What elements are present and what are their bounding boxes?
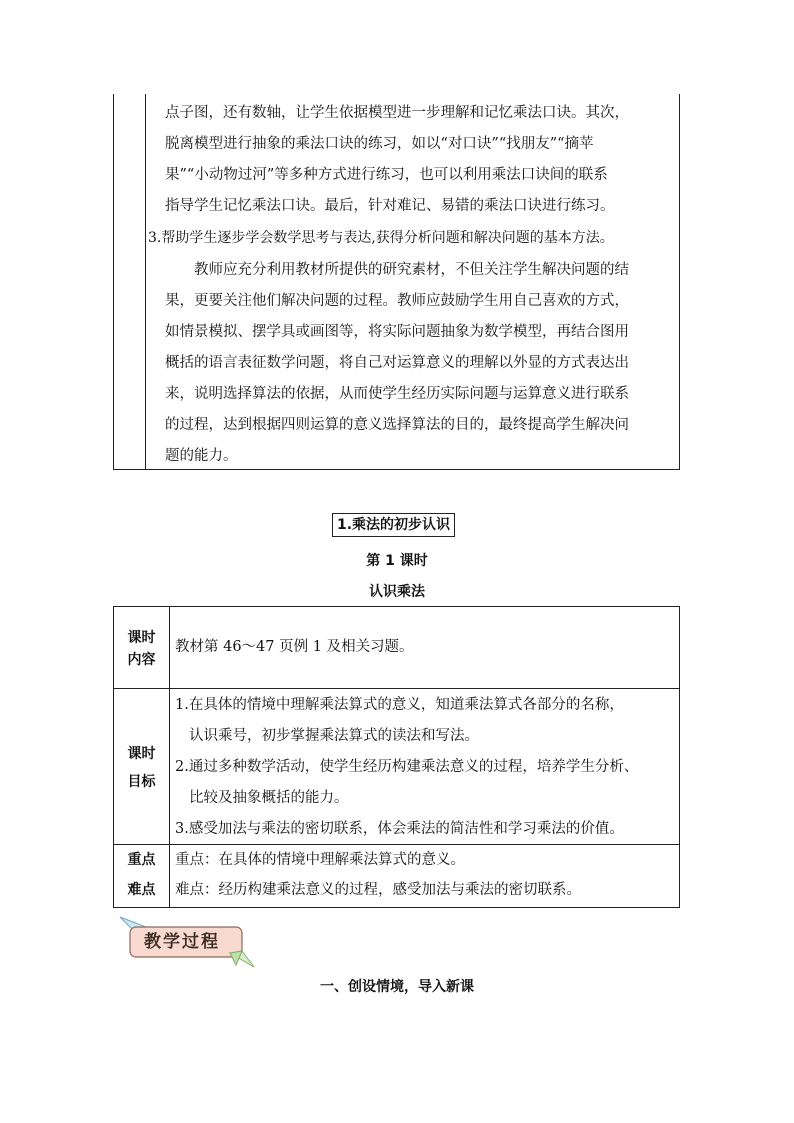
key-point: 重点：在具体的情境中理解乘法算式的意义。: [175, 852, 465, 868]
table-left-column: [114, 94, 146, 469]
lesson-info-table: [113, 606, 680, 908]
goal-line: 3.感受加法与乘法的密切联系，体会乘法的简洁性和学习乘法的价值。: [175, 821, 624, 837]
text-line: 果”“小动物过河”等多种方式进行练习，也可以利用乘法口诀间的联系: [165, 167, 608, 183]
teaching-process-badge: [118, 915, 258, 970]
key-label-line1: 重点: [127, 852, 156, 868]
lesson-title: 认识乘法: [369, 584, 425, 600]
text-line: 的过程，达到根据四则运算的意义选择算法的目的，最终提高学生解决问: [165, 417, 629, 433]
badge-text: 教学过程: [144, 932, 220, 952]
goal-line: 比较及抽象概括的能力。: [189, 790, 349, 806]
content-label-line2: 内容: [127, 652, 156, 668]
text-line: 如情景模拟、摆学具或画图等，将实际问题抽象为数学模型，再结合图用: [165, 324, 629, 340]
text-line: 果，更要关注他们解决问题的过程。教师应鼓励学生用自己喜欢的方式，: [165, 293, 629, 309]
row-divider: [114, 688, 679, 689]
row-divider: [114, 844, 679, 845]
text-line: 指导学生记忆乘法口诀。最后，针对难记、易错的乘法口诀进行练习。: [165, 198, 615, 214]
content-label-line1: 课时: [127, 630, 156, 646]
text-line: 题的能力。: [165, 448, 238, 464]
text-line: 点子图，还有数轴，让学生依据模型进一步理解和记忆乘法口诀。其次，: [165, 105, 629, 121]
text-line: 教师应充分利用教材所提供的研究素材，不但关注学生解决问题的结: [194, 262, 629, 278]
section-title: 1.乘法的初步认识: [332, 513, 455, 537]
next-heading: 一、创设情境，导入新课: [320, 979, 474, 995]
lesson-number: 第 1 课时: [366, 553, 428, 569]
column-divider: [169, 607, 170, 907]
content-text: 教材第 46～47 页例 1 及相关习题。: [175, 639, 414, 655]
text-line: 脱离模型进行抽象的乘法口诀的练习，如以“对口诀”“找朋友”“摘苹: [165, 136, 594, 152]
text-line: 概括的语言表征数学问题，将自己对运算意义的理解以外显的方式表达出: [165, 355, 629, 371]
text-line: 来，说明选择算法的依据，从而使学生经历实际问题与运算意义进行联系: [165, 386, 629, 402]
goal-line: 1.在具体的情境中理解乘法算式的意义，知道乘法算式各部分的名称，: [175, 697, 624, 713]
goal-line: 2.通过多种数学活动，使学生经历构建乘法意义的过程，培养学生分析、: [175, 759, 639, 775]
difficult-point: 难点：经历构建乘法意义的过程，感受加法与乘法的密切联系。: [175, 882, 581, 898]
key-label-line2: 难点: [127, 882, 156, 898]
goal-line: 认识乘号，初步掌握乘法算式的读法和写法。: [189, 728, 479, 744]
text-line: 3.帮助学生逐步学会数学思考与表达,获得分析问题和解决问题的基本方法。: [148, 230, 614, 246]
goals-label-line1: 课时: [127, 746, 156, 762]
goals-label-line2: 目标: [127, 774, 156, 790]
